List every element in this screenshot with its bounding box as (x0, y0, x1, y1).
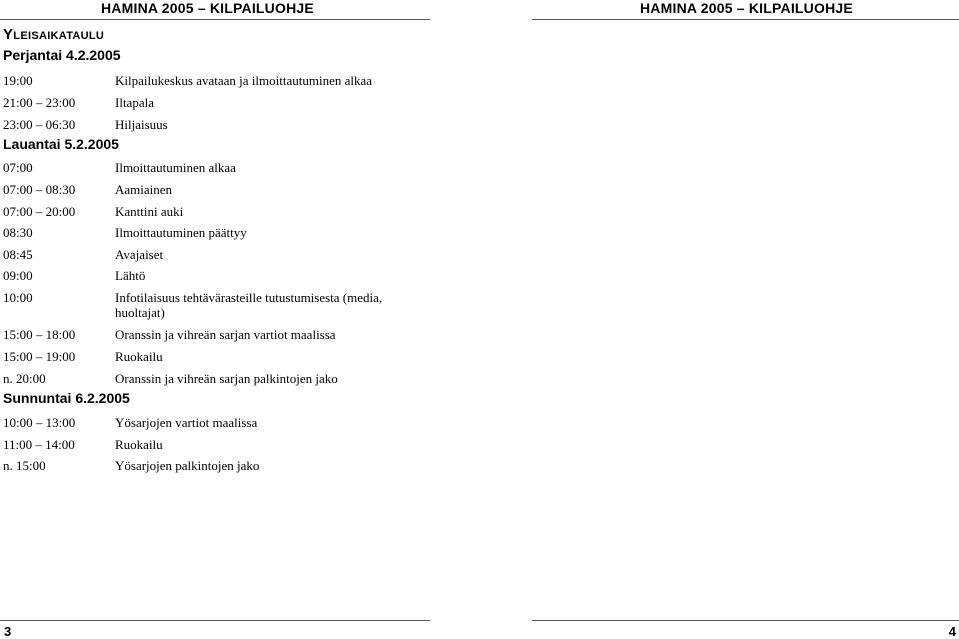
row-desc: Ruokailu (115, 437, 163, 452)
schedule-heading: Yleisaikataulu (3, 26, 105, 43)
row-time: 10:00 (3, 290, 33, 305)
row-desc: Oranssin ja vihreän sarjan vartiot maalissa (115, 327, 336, 342)
row-desc: Yösarjojen vartiot maalissa (115, 415, 258, 430)
row-time: 19:00 (3, 73, 33, 88)
row-desc: Hiljaisuus (115, 117, 168, 132)
row-time: 08:45 (3, 247, 33, 262)
row-time: 08:30 (3, 225, 33, 240)
row-desc: Yösarjojen palkintojen jako (115, 458, 260, 473)
row-desc: Ruokailu (115, 349, 163, 364)
page-number: 4 (948, 624, 956, 639)
row-time: 07:00 – 20:00 (3, 204, 76, 219)
row-desc: Avajaiset (115, 247, 164, 262)
page-number: 3 (4, 624, 12, 639)
row-desc: Kanttini auki (115, 204, 184, 219)
row-time: 07:00 – 08:30 (3, 182, 76, 197)
row-desc: Infotilaisuus tehtävärasteille tutustumisesta (media, huoltajat) (115, 290, 383, 320)
row-desc: Aamiainen (115, 182, 173, 197)
row-time: 23:00 – 06:30 (3, 117, 76, 132)
header-rule (532, 19, 959, 20)
row-desc: Ilmoittautuminen alkaa (115, 160, 236, 175)
day-title-sunday: Sunnuntai 6.2.2005 (3, 390, 130, 406)
row-desc: Iltapala (115, 95, 154, 110)
row-time: 15:00 – 18:00 (3, 327, 76, 342)
footer-rule (532, 620, 959, 621)
row-time: 15:00 – 19:00 (3, 349, 76, 364)
row-desc: Lähtö (115, 268, 146, 283)
footer-rule (0, 620, 430, 621)
row-desc: Kilpailukeskus avataan ja ilmoittautuminen alkaa (115, 73, 373, 88)
row-time: 21:00 – 23:00 (3, 95, 76, 110)
row-time: 07:00 (3, 160, 33, 175)
row-time: 09:00 (3, 268, 33, 283)
row-time: n. 20:00 (3, 371, 46, 386)
row-desc: Oranssin ja vihreän sarjan palkintojen jako (115, 371, 338, 386)
header-rule (0, 19, 430, 20)
day-title-friday: Perjantai 4.2.2005 (3, 47, 121, 63)
row-time: 11:00 – 14:00 (3, 437, 75, 452)
left-page (0, 0, 430, 638)
row-time: 10:00 – 13:00 (3, 415, 76, 430)
page-header-title: HAMINA 2005 – KILPAILUOHJE (101, 0, 314, 16)
row-desc: Ilmoittautuminen päättyy (115, 225, 247, 240)
page-header-title: HAMINA 2005 – KILPAILUOHJE (640, 0, 853, 16)
row-time: n. 15:00 (3, 458, 46, 473)
day-title-saturday: Lauantai 5.2.2005 (3, 136, 119, 152)
right-page (532, 0, 959, 638)
